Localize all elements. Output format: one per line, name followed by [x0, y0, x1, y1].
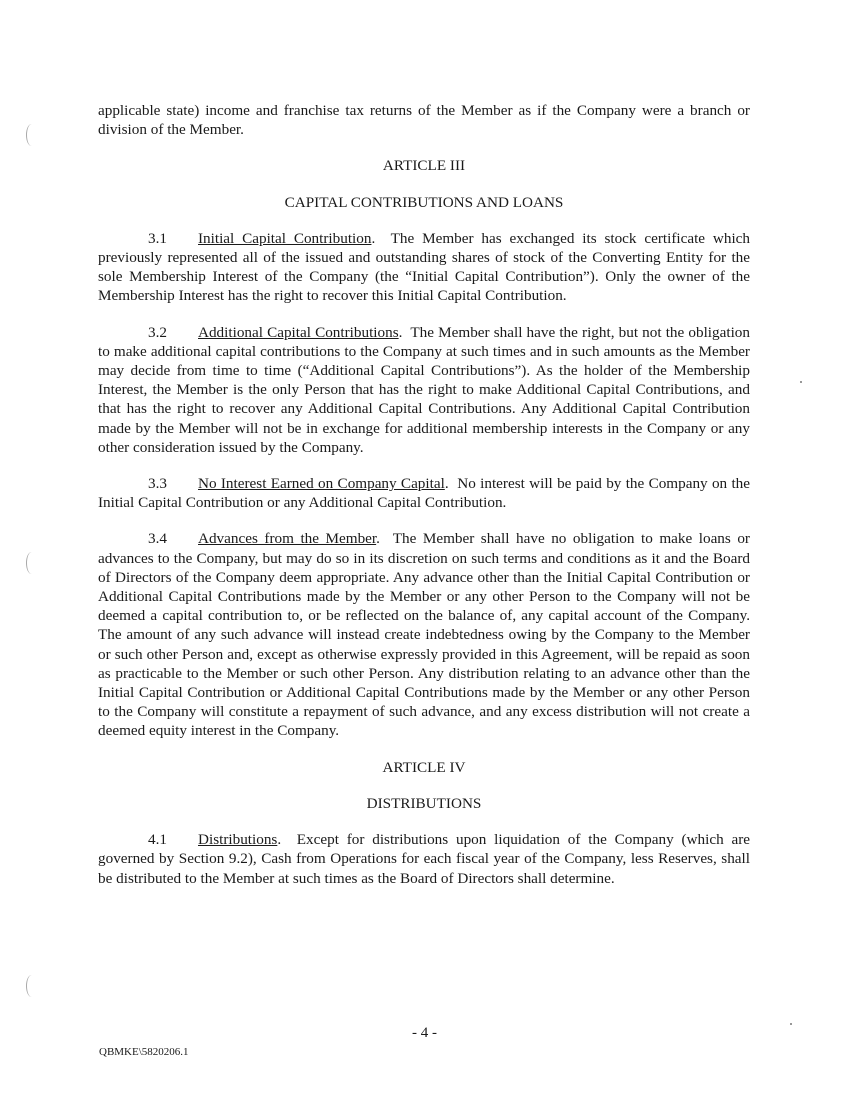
scan-artifact-mark	[26, 552, 37, 574]
section-3-2: 3.2 Additional Capital Contributions. The Member shall have the right, but not the obligation to make additional capital contributions to the Company at such times and in such amounts as the Member may decide from time to time (“Additional Capital Contributions”). As the holder of the Membership Interest, the Member is the only Person that has the right to make Additional Capital Contributions, and that has the right to recover any Additional Capital Contributions. Any Additional Capital Contribution made by the Member will not be in exchange for additional membership interests in the Company or any other consideration issued by the Company.	[98, 323, 750, 456]
section-title: Advances from the Member	[198, 530, 377, 548]
intro-paragraph: applicable state) income and franchise tax returns of the Member as if the Company were a branch or division of the Member.	[98, 102, 750, 139]
section-text: Except for distributions upon liquidation of the Company (which are governed by Section 9.2), Cash from Operations for each fiscal year of the Company, less Reserves, shall be distributed to the Member at such times as the Board of Directors shall determine.	[98, 831, 751, 887]
article-3-heading: ARTICLE III	[382, 157, 466, 175]
scan-speck	[800, 381, 802, 383]
section-title: No Interest Earned on Company Capital	[198, 475, 445, 493]
document-page	[98, 101, 750, 905]
section-3-4: 3.4 Advances from the Member. The Member shall have no obligation to make loans or advances to the Company, but may do so in its discretion on such terms and conditions as it and the Board of Directors of the Company deem appropriate. Any advance other than the Initial Capital Contribution or Additional Capital Contributions made by the Member or any other Person to the Company will not be deemed a capital contribution to, or be reflected on the balance of, any capital account of the Company. The amount of any such advance will instead create indebtedness owing by the Company to the Member or such other Person and, except as otherwise expressly provided in this Agreement, will be repaid as soon as practicable to the Member or such other Person. Any distribution relating to an advance other than the Initial Capital Contribution or Additional Capital Contributions made by the Member or any other Person to the Company will constitute a repayment of such advance, and any excess distribution will not create a deemed equity interest in the Company.	[98, 530, 750, 740]
section-number: 3.4	[148, 530, 167, 548]
section-title: Distributions	[198, 831, 278, 849]
section-text: The Member shall have the right, but not the obligation to make additional capital contributions to the Company at such times and in such amounts as the Member may decide from time to time (“Additional Capital Contributions”). As the holder of the Membership Interest, the Member is the only Person that has the right to make Additional Capital Contributions, and that has the right to recover any Additional Capital Contributions. Any Additional Capital Contribution made by the Member will not be in exchange for additional membership interests in the Company or any other consideration issued by the Company.	[98, 323, 750, 456]
scan-artifact-mark	[26, 124, 37, 146]
section-title: Initial Capital Contribution	[198, 229, 372, 247]
section-number: 3.3	[148, 475, 167, 493]
article-4-heading: ARTICLE IV	[382, 758, 466, 776]
section-number: 4.1	[148, 831, 167, 849]
article-4-title: DISTRIBUTIONS	[366, 794, 482, 812]
scan-artifact-mark	[26, 975, 37, 997]
section-number: 3.2	[148, 323, 167, 341]
section-3-1: 3.1 Initial Capital Contribution. The Member has exchanged its stock certificate which previously represented all of the issued and outstanding shares of stock of the Converting Entity for the sole Membership Interest of the Company (the “Initial Capital Contribution”). Only the owner of the Membership Interest has the right to recover this Initial Capital Contribution.	[98, 229, 750, 305]
section-number: 3.1	[148, 229, 167, 247]
page-number: - 4 -	[412, 1025, 437, 1041]
document-id: QBMKE\5820206.1	[99, 1046, 189, 1058]
section-title: Additional Capital Contributions	[198, 323, 399, 341]
section-text: No interest will be paid by the Company on the Initial Capital Contribution or any Additional Capital Contribution.	[98, 475, 751, 512]
section-4-1: 4.1 Distributions. Except for distributions upon liquidation of the Company (which are governed by Section 9.2), Cash from Operations for each fiscal year of the Company, less Reserves, shall be distributed to the Member at such times as the Board of Directors shall determine.	[98, 831, 751, 887]
article-3-title: CAPITAL CONTRIBUTIONS AND LOANS	[284, 193, 564, 211]
section-3-3: 3.3 No Interest Earned on Company Capital. No interest will be paid by the Company on the Initial Capital Contribution or any Additional Capital Contribution.	[98, 475, 751, 512]
section-text: The Member has exchanged its stock certificate which previously represented all of the issued and outstanding shares of stock of the Converting Entity for the sole Membership Interest of the Company (the “Initial Capital Contribution”). Only the owner of the Membership Interest has the right to recover this Initial Capital Contribution.	[98, 229, 750, 305]
section-text: The Member shall have no obligation to make loans or advances to the Company, but may do so in its discretion on such terms and conditions as it and the Board of Directors of the Company deem appropriate. Any advance other than the Initial Capital Contribution or Additional Capital Contributions made by the Member or any other Person to the Company will not be deemed a capital contribution to, or be reflected on the balance of, any capital account of the Company. The amount of any such advance will instead create indebtedness owing by the Company to the Member or such other Person and, except as otherwise expressly provided in this Agreement, will be repaid as soon as practicable to the Member or such other Person. Any distribution relating to an advance other than the Initial Capital Contribution or Additional Capital Contributions made by the Member or any other Person to the Company will constitute a repayment of such advance, and any excess distribution will not create a deemed equity interest in the Company.	[98, 530, 750, 740]
